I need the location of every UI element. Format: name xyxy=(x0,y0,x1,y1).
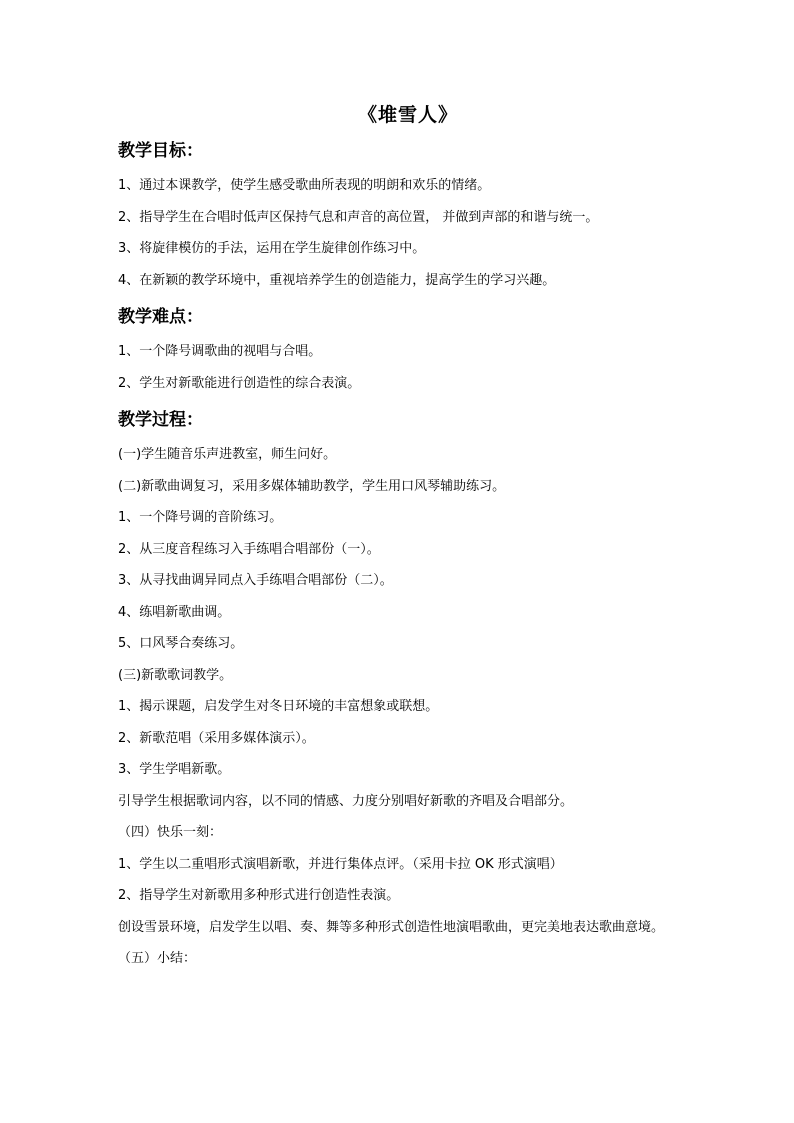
paragraph: 4、练唱新歌曲调。 xyxy=(118,604,231,620)
paragraph: (一)学生随音乐声进教室，师生问好。 xyxy=(118,447,337,462)
section-heading-goals: 教学目标： xyxy=(118,141,203,161)
paragraph: 引导学生根据歌词内容，以不同的情感、力度分别唱好新歌的齐唱及合唱部分。 xyxy=(118,793,574,809)
paragraph: 1、通过本课教学，使学生感受歌曲所表现的明朗和欢乐的情绪。 xyxy=(118,178,491,193)
paragraph: 1、一个降号调的音阶练习。 xyxy=(118,510,283,525)
paragraph: 3、将旋律模仿的手法，运用在学生旋律创作练习中。 xyxy=(118,241,426,256)
section-heading-difficulties: 教学难点： xyxy=(118,307,203,327)
paragraph: 5、口风琴合奏练习。 xyxy=(118,636,244,651)
paragraph: 1、一个降号调歌曲的视唱与合唱。 xyxy=(118,344,322,359)
paragraph: （五）小结： xyxy=(118,951,197,966)
paragraph: 2、指导学生对新歌用多种形式进行创造性表演。 xyxy=(118,888,400,903)
paragraph: (三)新歌歌词教学。 xyxy=(118,667,233,683)
paragraph: 2、学生对新歌能进行创造性的综合表演。 xyxy=(118,375,361,391)
paragraph: 1、揭示课题，启发学生对冬日环境的丰富想象或联想。 xyxy=(118,699,439,714)
paragraph: 1、学生以二重唱形式演唱新歌，并进行集体点评。（采用卡拉 OK 形式演唱） xyxy=(118,856,563,872)
section-heading-process: 教学过程： xyxy=(118,410,203,430)
paragraph: 创设雪景环境，启发学生以唱、奏、舞等多种形式创造性地演唱歌曲，更完美地表达歌曲意境。 xyxy=(118,919,665,935)
document-title: 《堆雪人》 xyxy=(357,104,458,126)
paragraph: 2、从三度音程练习入手练唱合唱部份（一）。 xyxy=(118,541,380,557)
paragraph: 3、学生学唱新歌。 xyxy=(118,762,231,777)
paragraph: 2、指导学生在合唱时低声区保持气息和声音的高位置， 并做到声部的和谐与统一。 xyxy=(118,209,599,225)
paragraph: 4、在新颖的教学环境中，重视培养学生的创造能力，提高学生的学习兴趣。 xyxy=(118,272,556,288)
paragraph: （四）快乐一刻： xyxy=(118,825,223,840)
paragraph: 3、从寻找曲调异同点入手练唱合唱部份（二）。 xyxy=(118,573,393,588)
paragraph: 2、新歌范唱（采用多媒体演示）。 xyxy=(118,730,315,746)
document-page xyxy=(118,100,698,975)
paragraph: (二)新歌曲调复习，采用多媒体辅助教学，学生用口风琴辅助练习。 xyxy=(118,478,506,494)
